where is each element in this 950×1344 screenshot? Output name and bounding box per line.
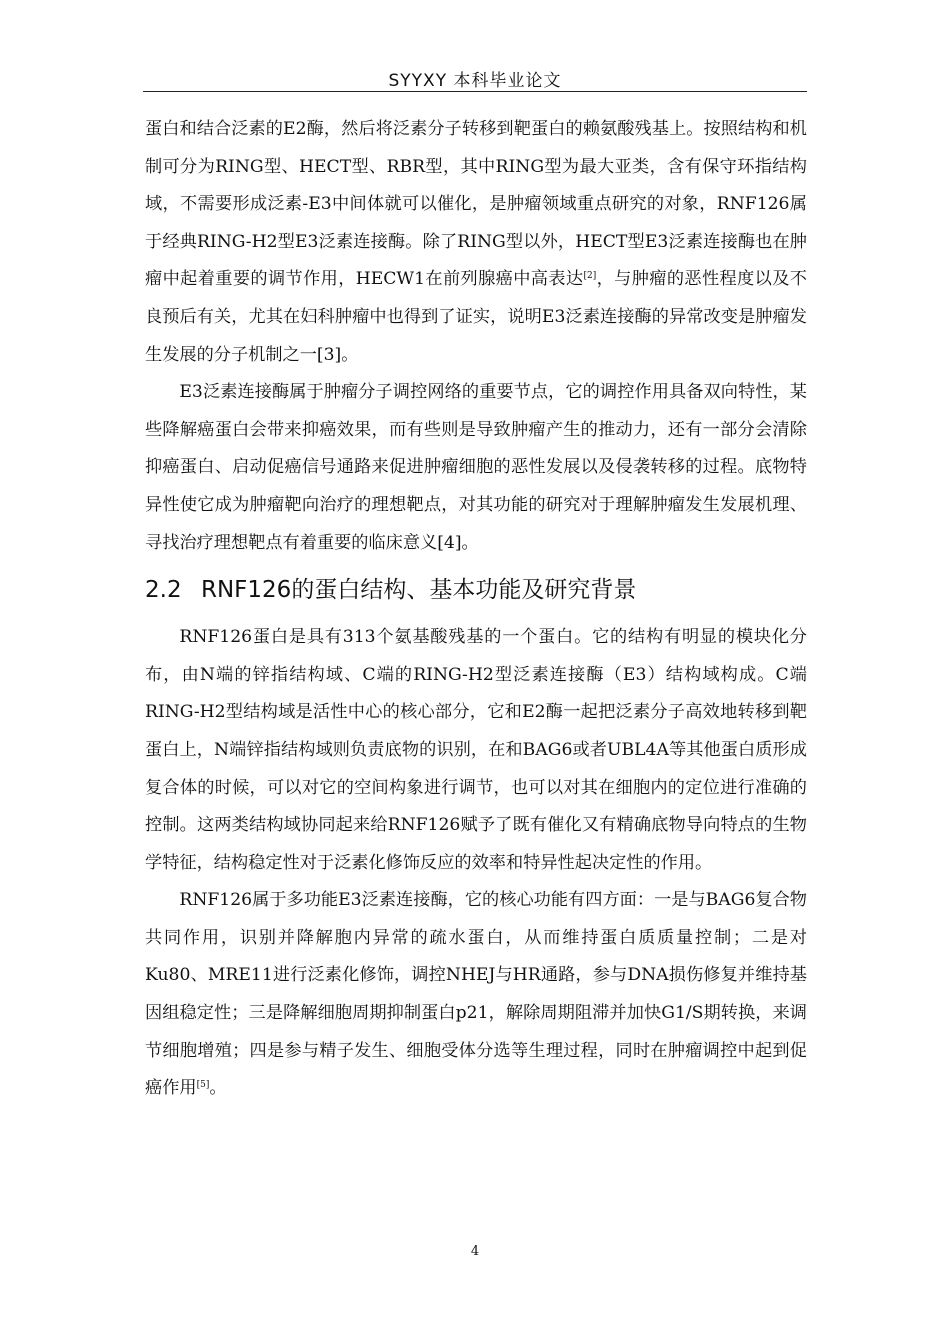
paragraph-group-bottom — [145, 619, 807, 1108]
body-text — [145, 111, 807, 1108]
paragraph — [145, 111, 807, 374]
paragraph-text: E3泛素连接酶属于肿瘤分子调控网络的重要节点，它的调控作用具备双向特性，某些降解癌蛋白会带来抑癌效果，而有些则是导致肿瘤产生的推动力，还有一部分会清除抑癌蛋白、启动促癌信号通路来促进肿瘤细胞的恶性发展以及侵袭转移的过程。底物特异性使它成为肿瘤靶向治疗的理想靶点，对其功能的研究对于理解肿瘤发生发展机理、寻找治疗理想靶点有着重要的临床意义[4]。 — [145, 382, 807, 553]
citation-ref: [5] — [196, 1080, 210, 1091]
section-heading — [145, 573, 807, 607]
page-number: 4 — [470, 1244, 480, 1259]
paragraph-text: 。 — [209, 1078, 227, 1099]
section-number: 2.2 — [145, 577, 182, 604]
citation-ref: [2] — [583, 271, 597, 282]
paragraph — [145, 882, 807, 1108]
paragraph-text: 蛋白和结合泛素的E2酶，然后将泛素分子转移到靶蛋白的赖氨酸残基上。按照结构和机制可分为RING型、HECT型、RBR型，其中RING型为最大亚类，含有保守环指结构域，不需要形成泛素-E3中间体就可以催化，是肿瘤领域重点研究的对象，RNF126属于经典RING-H2型E3泛素连接酶。除了RING型以外，HECT型E3泛素连接酶也在肿瘤中起着重要的调节作用，HECW1在前列腺癌中高表达 — [145, 119, 807, 290]
paragraph — [145, 619, 807, 882]
paragraph-text: RNF126蛋白是具有313个氨基酸残基的一个蛋白。它的结构有明显的模块化分布，由N端的锌指结构域、C端的RING-H2型泛素连接酶（E3）结构域构成。C端RING-H2型结构域是活性中心的核心部分，它和E2酶一起把泛素分子高效地转移到靶蛋白上，N端锌指结构域则负责底物的识别，在和BAG6或者UBL4A等其他蛋白质形成复合体的时候，可以对它的空间构象进行调节，也可以对其在细胞内的定位进行准确的控制。这两类结构域协同起来给RNF126赋予了既有催化又有精确底物导向特点的生物学特征，结构稳定性对于泛素化修饰反应的效率和特异性起决定性的作用。 — [145, 627, 807, 873]
paragraph-group-top — [145, 111, 807, 562]
paragraph-text: RNF126属于多功能E3泛素连接酶，它的核心功能有四方面：一是与BAG6复合物共同作用，识别并降解胞内异常的疏水蛋白，从而维持蛋白质质量控制；二是对Ku80、MRE11进行泛素化修饰，调控NHEJ与HR通路，参与DNA损伤修复并维持基因组稳定性；三是降解细胞周期抑制蛋白p21，解除周期阻滞并加快G1/S期转换，来调节细胞增殖；四是参与精子发生、细胞受体分选等生理过程，同时在肿瘤调控中起到促癌作用 — [145, 890, 807, 1099]
section-title: RNF126的蛋白结构、基本功能及研究背景 — [201, 577, 637, 604]
paragraph — [145, 374, 807, 562]
header-divider — [143, 91, 807, 92]
paragraph-text: ，与肿瘤的恶性程度以及不良预后有关，尤其在妇科肿瘤中也得到了证实，说明E3泛素连接酶的异常改变是肿瘤发生发展的分子机制之一[3]。 — [145, 269, 807, 365]
running-header-title: SYYXY 本科毕业论文 — [388, 71, 562, 91]
